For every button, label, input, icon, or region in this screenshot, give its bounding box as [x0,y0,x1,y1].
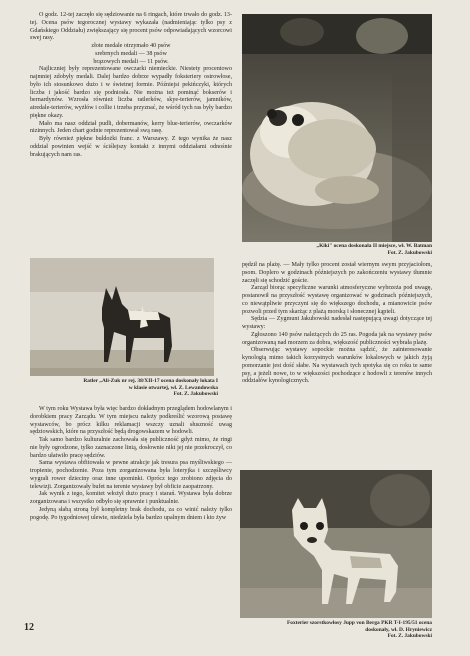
paragraph: Mało ma nasz oddział pudli, dobermanów, kerry blue-terierów, owczarków nizinnych. Jeden chart godnie reprezentował swą rasę. [30,120,232,135]
photo-pekingese-kiki [242,14,432,242]
column-right [242,262,432,386]
caption-ali [26,378,218,398]
paragraph: Sama wystawa obfitowała w pewne atrakcje jak tresura psa myśliwskiego — tropienie, pochodzenie. Poza tym zorganizowana była loteryjka i szczęśliwcy wygrali rower dzieciny oraz inne upominki. Oprócz tego zrobiono zdjęcia do telewizji. Zorganizowały bufet na terenie wystawy był obficie zaopatrzony. [30,460,232,490]
paragraph: Jedyną słabą stroną był kompletny brak dochodu, za co winić należy tylko pogodę. Po tygodniowej ulewie, niedziela była bardzo upalnym dniem i kto żyw [30,506,232,521]
paragraph: Jak wynik z tego, komitet włożył dużo pracy i starań. Wystawa była dobrze zorganizowana i wszystko odbyło się sprawnie i punktualnie. [30,491,232,505]
paragraph: pędził na plażę. — Mały tylko procent został wiernym swym przyjaciołom, psom. Doplero w godzinach późniejszych po zakończeniu wystawy tłumnie zaczęli się schodzić goście. [242,262,432,284]
paragraph: Obserwując wystawy sopockie można sądzić, że zainteresowanie kynologią mimo takich korzystnych warunków lokalowych w jakich żyją pomorzanie jest dość słabe. Na wystawach tych spotyka się co roku te same psy, a jeżeli nowe, to w większości pochodzące z hodowli z terenów innych oddziałów kynologicznych. [242,347,432,385]
caption-line: „Kiki" ocena doskonała II miejsce, wł. W. Batman [316,243,432,249]
stat-line: srebrnych medali — 38 psów [95,50,167,57]
caption-credit: Fot. Z. Jakubowski [173,391,218,398]
caption-kiki [242,243,432,256]
paragraph: Były również piękne buldożki franc. z Warszawy. Z tego wynika że nasz oddział powinien wejść w ściślejszy kontakt z innymi oddziałami odnośnie brakujących nam ras. [30,136,232,158]
caption-line: Foxterier szorstkowłosy Jupp von Berga PKR T-I-195/51 ocena [287,620,432,626]
stat-line: brązowych medali — 11 psów. [93,58,169,65]
paragraph: Zarząd biorąc specyficzne warunki atmosferyczne wybrzeża pod uwagę, postanowił na przyszłość wystawę organizować w godzinach późniejszych, co niewątpliwie przyczyni się do większego dochodu, a mianowicie psów pozwoli przed tym skarżąc z plażą morską i słonecznej kąpieli. [242,285,432,315]
photo-foxterrier-jupp [240,470,432,618]
paragraph: Zgłoszono 140 psów należących do 25 ras. Pogoda jak na wystawy psów organizowaną nad morzem za dobra, większość publiczności wybrała plażę. [242,331,432,346]
photo-ratler-ali [30,258,214,376]
caption-line: Ratler „Ali-Zuk nr rej. 38/XII-17 ocena doskonały lokata I [83,378,218,384]
caption-line: doskonały, wł. D. Hryniewicz [365,626,432,633]
paragraph: O godz. 12-tej zaczęło się sędziowanie na 6 ringach, które trwało do godz. 13-tej. Ocena psów tegorocznej wystawy wykazała (nadmieniając tylko psy z Gdańskiego Oddziału) zwiększający się procent psów odpowiadających wzorcowi swej rasy. [30,12,232,42]
caption-credit: Fot. Z. Jakubowski [387,249,432,256]
paragraph: Tak samo bardzo kulturalnie zachowała się publiczność gdyż mimo, że ringi nie były ogrodzone, tylko zaznaczone linią, dosłownie nikt jej nie przekroczył, co bardzo ułatwiło pracę sędziów. [30,437,232,459]
caption-credit: Fot. Z. Jakubowski [387,633,432,640]
caption-fox [238,620,432,640]
paragraph: W tym roku Wystawa była więc bardzo dokładnym przeglądem hodowlanym i dorobkiem pracy Zarządu. W tym miejscu należy podkreślić wzorową postawę wystawców, bo prócz kilku reklamacji wszczy uznali słuszność uwag sędziowskich, które na przyszłość będą drogowskazem w hodowli. [30,406,232,436]
paragraph: Sędzia — Zygmunt Jakubowski nadesłał następującą uwagi dotyczące tej wystawy: [242,316,432,330]
column-left-bottom [30,406,232,522]
column-left-top [30,12,232,159]
caption-line: w klasie otwartej, wł. Z. Lewandowska [128,384,218,391]
page-number: 12 [24,622,34,633]
paragraph: Najliczniej były reprezentowane owczarki niemieckie. Niestety procentowo najmniej zdobyły medali. Dalej bardzo dobrze wypadły foksteriery ostrowłose, było ich stosunkowo dużo i w świetnej formie. Późniejsi pekińczyki, których liczba i jakość bardzo się podniosła. Nie można też pominąć bokserów i bernardynów. Wzrosła również liczba ratlerków, skye-terierów, jamników, airedale-terierów, wyżłów i collie i trzeba przyznać, że wśród tych ras były bardzo piękne okazy. [30,66,232,119]
stat-line: złote medale otrzymało 40 psów [91,43,171,49]
